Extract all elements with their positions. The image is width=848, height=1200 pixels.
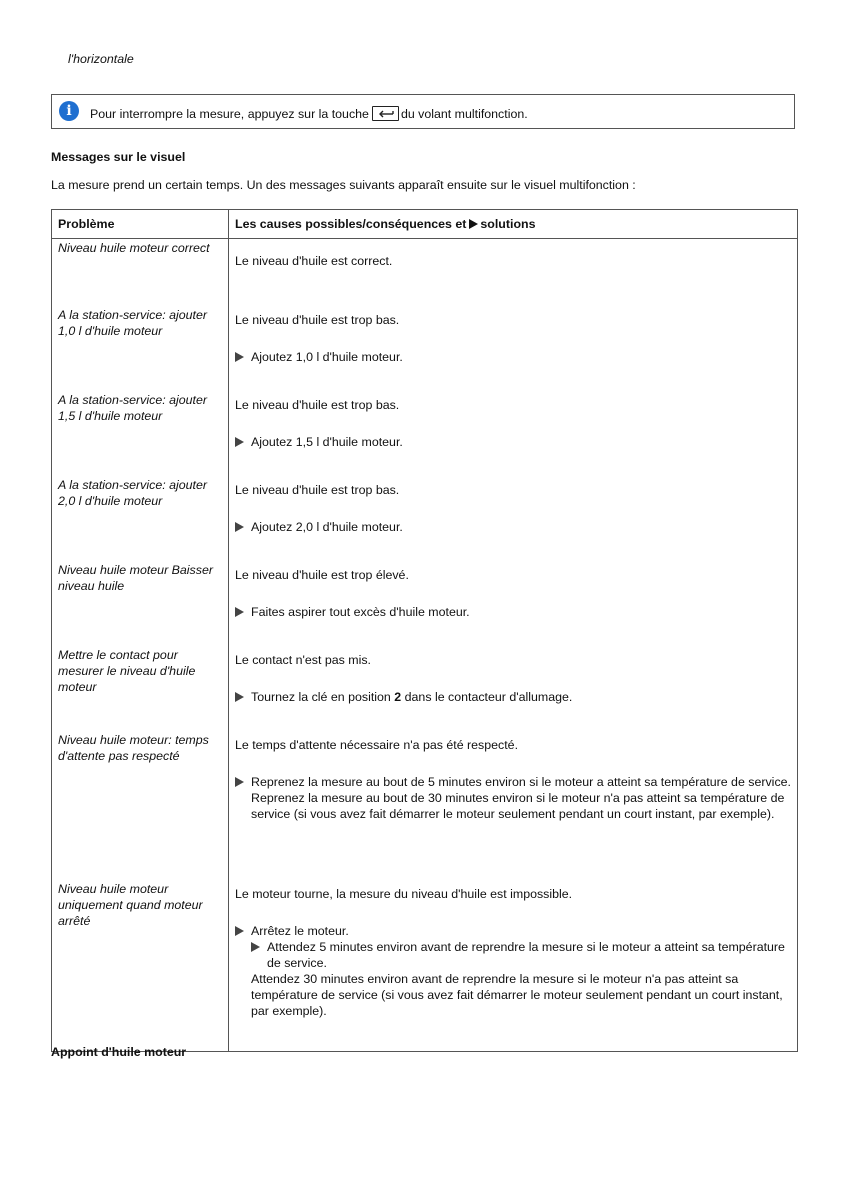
problem-cell: A la station-service: ajouter 1,5 l d'huile moteur: [52, 391, 229, 476]
arrow-right-icon: [469, 219, 478, 229]
section-title-messages: Messages sur le visuel: [51, 150, 186, 164]
table-row: [52, 306, 798, 391]
action-continuation: Attendez 30 minutes environ avant de reprendre la mesure si le moteur n'a pas atteint sa température de service (si vous avez fait démarrer le moteur seulement pendant un court instant, par exemple).: [251, 972, 783, 1018]
action-item: Reprenez la mesure au bout de 5 minutes environ si le moteur a atteint sa température de service.: [235, 774, 791, 790]
bullet-triangle-icon: [235, 522, 244, 532]
back-key-icon: [372, 106, 399, 121]
info-text: [90, 106, 528, 121]
info-note: [51, 94, 795, 129]
header-problem: Problème: [52, 210, 229, 239]
problem-cell: Mettre le contact pour mesurer le niveau d'huile moteur: [52, 646, 229, 731]
action-item: Arrêtez le moteur.: [235, 923, 791, 939]
table-header-row: [52, 210, 798, 239]
solution-cell: Le moteur tourne, la mesure du niveau d'huile est impossible. Arrêtez le moteur. Attendez 5 minutes environ avant de reprendre la mesure si le moteur a atteint sa température de service. Attendez 30 minutes environ avant de reprendre la mesure si le moteur n'a pas atteint sa température de service (si vous avez fait démarrer le moteur seulement pendant un court instant, par exemple).: [229, 880, 798, 1052]
header-causes: Les causes possibles/conséquences et solutions: [229, 210, 798, 239]
bullet-triangle-icon: [235, 777, 244, 787]
solution-cell: Le niveau d'huile est trop bas. Ajoutez 1,0 l d'huile moteur.: [229, 306, 798, 391]
messages-table: [51, 209, 798, 1052]
section-title-oil-refill: Appoint d'huile moteur: [51, 1045, 187, 1059]
problem-cell: A la station-service: ajouter 1,0 l d'huile moteur: [52, 306, 229, 391]
problem-cell: Niveau huile moteur Baisser niveau huile: [52, 561, 229, 646]
table-row: [52, 880, 798, 1052]
solution-cell: Le contact n'est pas mis. Tournez la clé en position 2 dans le contacteur d'allumage.: [229, 646, 798, 731]
table-row: [52, 239, 798, 307]
action-continuation: Reprenez la mesure au bout de 30 minutes environ si le moteur n'a pas atteint sa température de service (si vous avez fait démarrer le moteur seulement pendant un court instant, par exemple).: [251, 791, 785, 821]
table-row: [52, 561, 798, 646]
solution-cell: Le niveau d'huile est correct.: [229, 239, 798, 307]
info-icon: i: [59, 101, 79, 121]
bullet-triangle-icon: [235, 437, 244, 447]
action-item: Faites aspirer tout excès d'huile moteur.: [235, 604, 791, 620]
action-item: Tournez la clé en position 2 dans le contacteur d'allumage.: [235, 689, 791, 705]
bullet-triangle-icon: [235, 926, 244, 936]
problem-cell: Niveau huile moteur uniquement quand moteur arrêté: [52, 880, 229, 1052]
action-item: Ajoutez 2,0 l d'huile moteur.: [235, 519, 791, 535]
bullet-triangle-icon: [235, 692, 244, 702]
info-text-after: du volant multifonction.: [400, 107, 528, 121]
bullet-triangle-icon: [235, 607, 244, 617]
info-text-before: Pour interrompre la mesure, appuyez sur la touche: [90, 107, 369, 121]
action-item: Ajoutez 1,5 l d'huile moteur.: [235, 434, 791, 450]
action-item: Ajoutez 1,0 l d'huile moteur.: [235, 349, 791, 365]
table-row: [52, 731, 798, 880]
problem-cell: A la station-service: ajouter 2,0 l d'huile moteur: [52, 476, 229, 561]
bullet-triangle-icon: [251, 942, 260, 952]
problem-cell: Niveau huile moteur: temps d'attente pas respecté: [52, 731, 229, 880]
intro-text: La mesure prend un certain temps. Un des messages suivants apparaît ensuite sur le visuel multifonction :: [51, 178, 636, 192]
problem-cell: Niveau huile moteur correct: [52, 239, 229, 307]
bullet-triangle-icon: [235, 352, 244, 362]
table-row: [52, 476, 798, 561]
solution-cell: Le niveau d'huile est trop bas. Ajoutez 1,5 l d'huile moteur.: [229, 391, 798, 476]
solution-cell: Le niveau d'huile est trop élevé. Faites aspirer tout excès d'huile moteur.: [229, 561, 798, 646]
table-row: [52, 646, 798, 731]
sub-action-item: Attendez 5 minutes environ avant de reprendre la mesure si le moteur a atteint sa température de service.: [251, 939, 791, 971]
continued-text: l'horizontale: [68, 52, 134, 66]
solution-cell: Le temps d'attente nécessaire n'a pas été respecté. Reprenez la mesure au bout de 5 minutes environ si le moteur a atteint sa température de service. Reprenez la mesure au bout de 30 minutes environ si le moteur n'a pas atteint sa température de service (si vous avez fait démarrer le moteur seulement pendant un court instant, par exemple).: [229, 731, 798, 880]
solution-cell: Le niveau d'huile est trop bas. Ajoutez 2,0 l d'huile moteur.: [229, 476, 798, 561]
table-row: [52, 391, 798, 476]
